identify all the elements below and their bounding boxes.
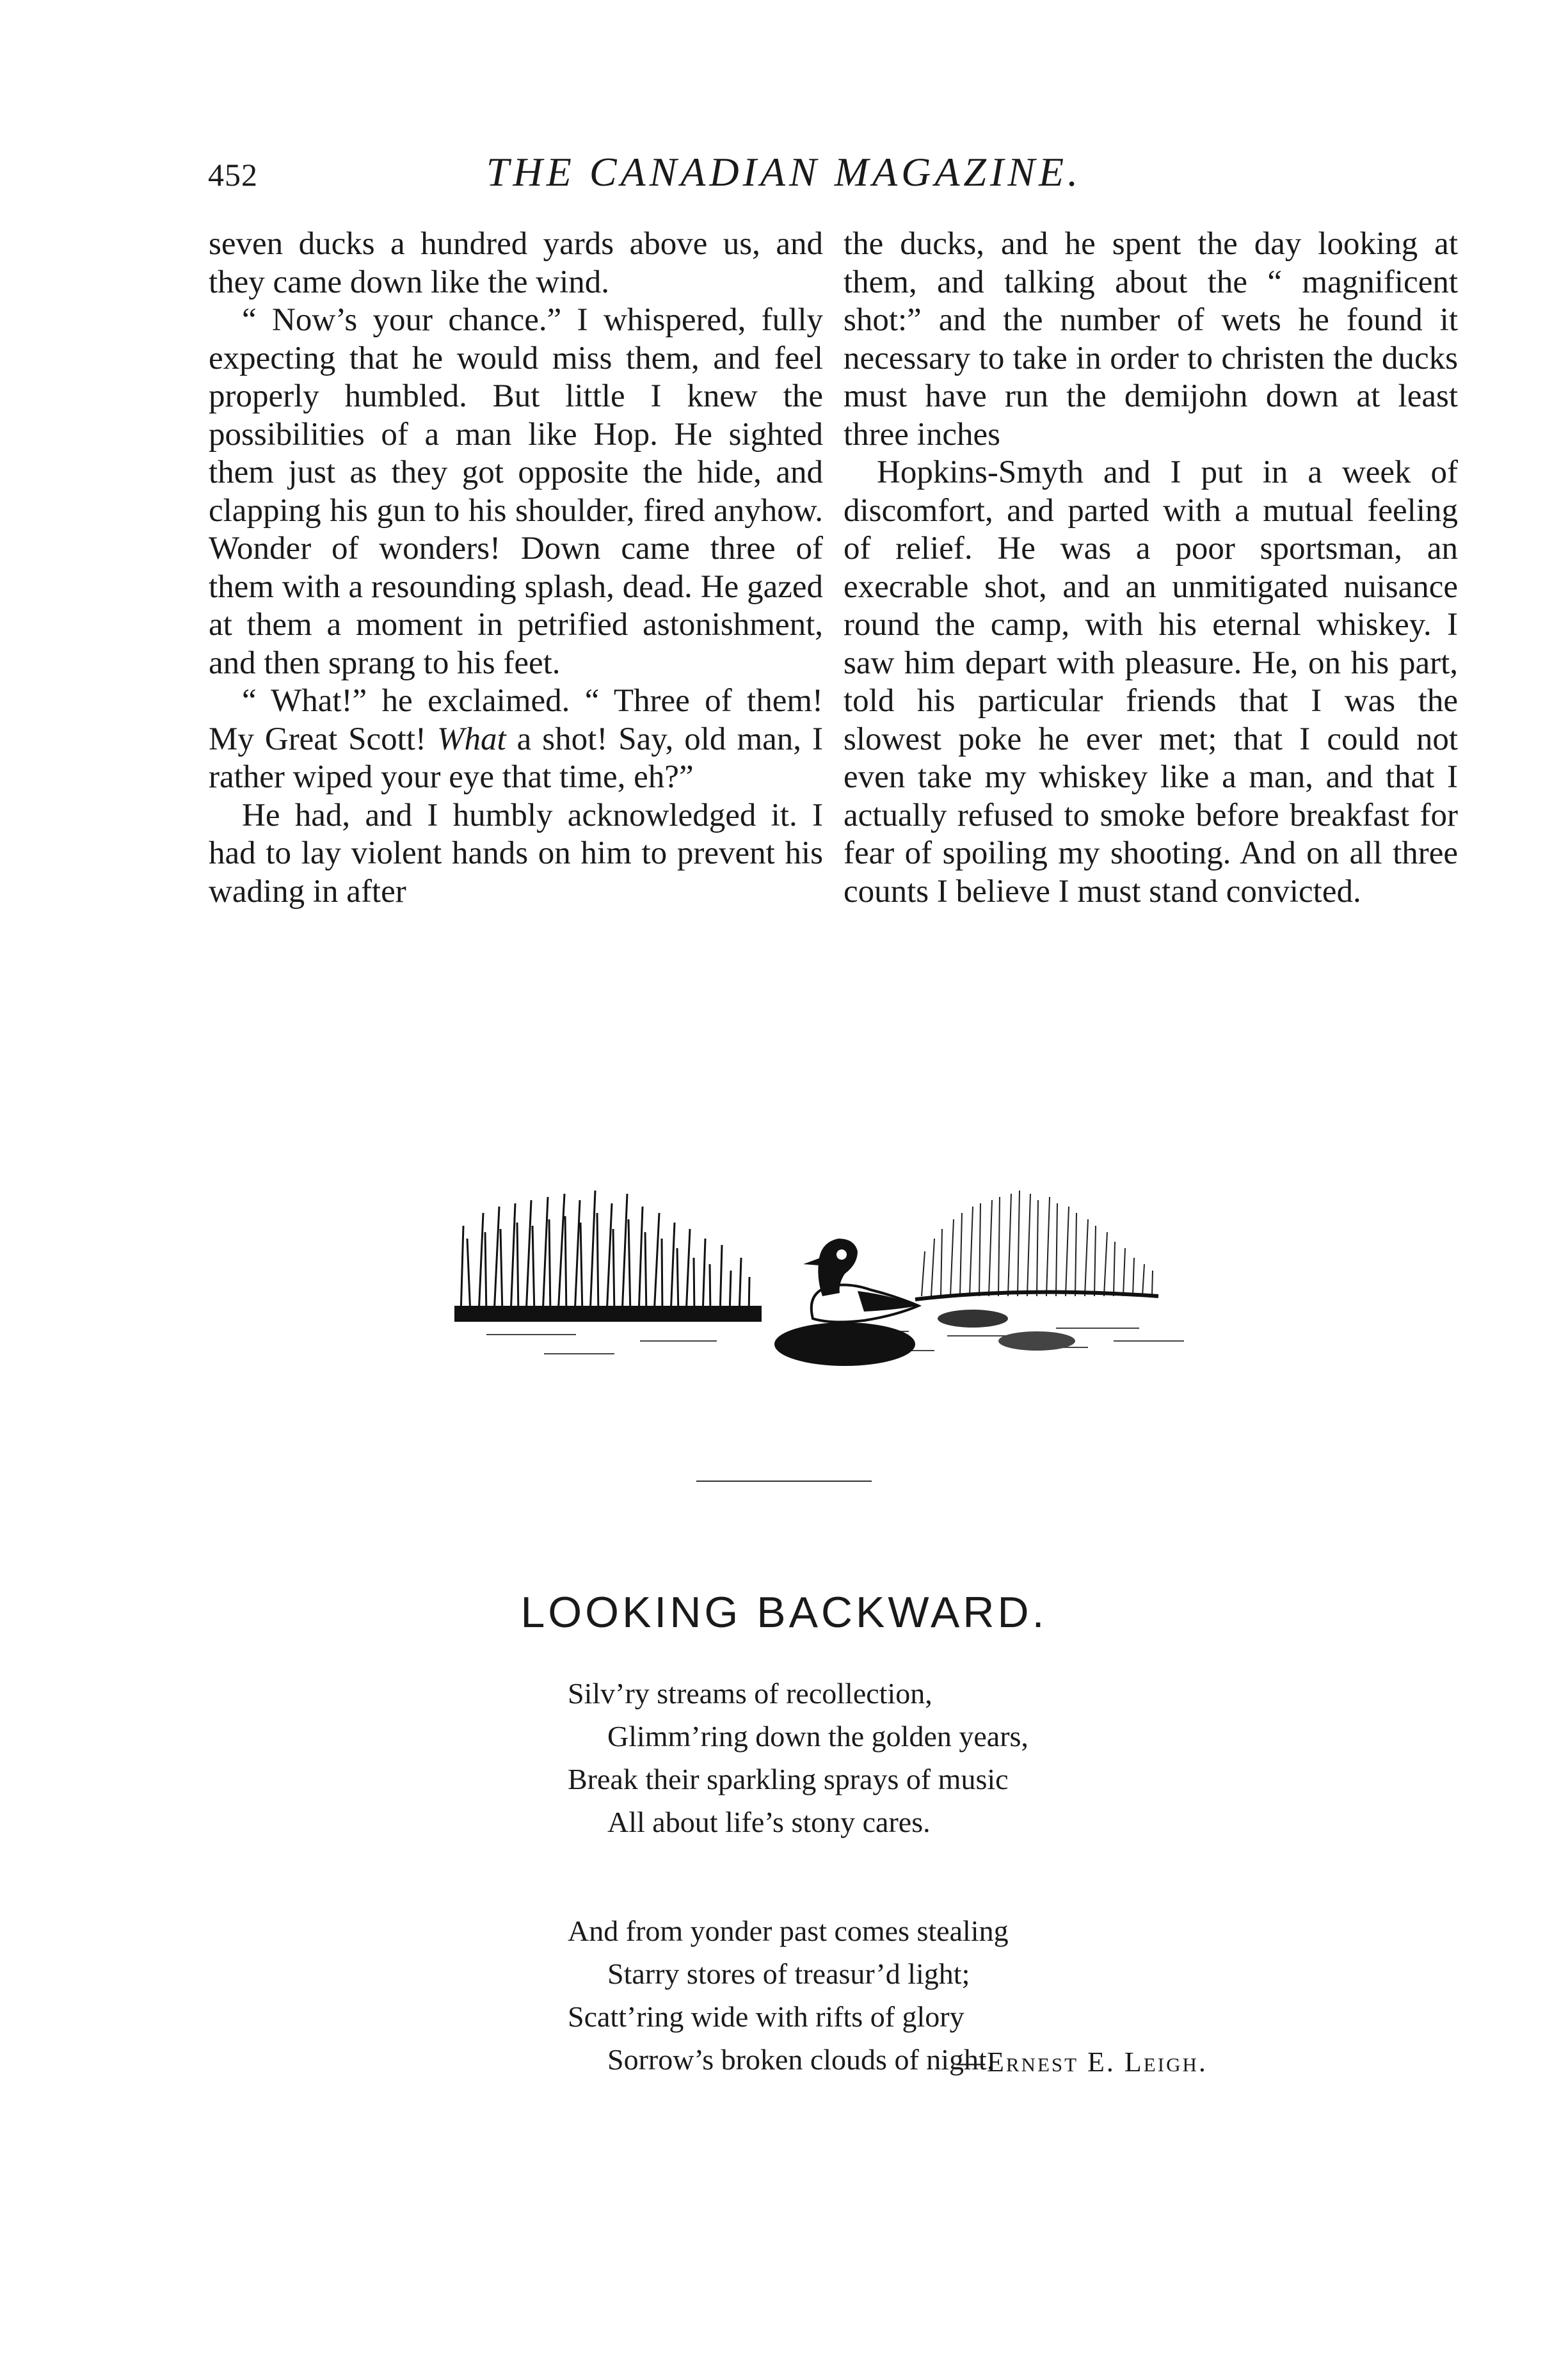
running-title: THE CANADIAN MAGAZINE. (486, 149, 1082, 195)
stanza-gap (568, 1843, 1028, 1909)
article-left-column (209, 225, 823, 911)
article-paragraph: “ Now’s your chance.” I whispered, fully expecting that he would miss them, and feel properly humbled. But little I knew the possibilities of a man like Hop. He sighted them just as they got opposite the hide, and clapping his gun to his shoulder, fired anyhow. Wonder of wonders! Down came three of them with a resounding splash, dead. He gazed at them a moment in petrified astonishment, and then sprang to his feet. (209, 302, 823, 681)
article-paragraph: seven ducks a hundred yards above us, and they came down like the wind. (209, 226, 823, 300)
poem-attribution: —Ernest E. Leigh. (957, 2046, 1208, 2078)
poem-title: LOOKING BACKWARD. (520, 1588, 1048, 1637)
article-paragraph: He had, and I humbly acknowledged it. I had to lay violent hands on him to prevent his wading in after (209, 797, 823, 910)
poem (568, 1672, 1028, 2081)
article-text: “ What!” he exclaimed. “ Three of them! My Great Scott! (209, 683, 823, 757)
duck-beak (803, 1258, 820, 1265)
poem-line: All about life’s stony cares. (607, 1806, 931, 1838)
poem-line: Break their sparkling sprays of music (568, 1763, 1009, 1795)
article-paragraph: the ducks, and he spent the day looking at them, and talking about the “ magnificent shot:” and the number of wets he found it necessary to take in order to christen the ducks must have run the demijohn down at least three inches (844, 226, 1458, 453)
page-number: 452 (208, 157, 258, 193)
small-rock (998, 1331, 1075, 1351)
article-right-column (844, 225, 1458, 911)
poem-line: Sorrow’s broken clouds of night. (607, 2043, 995, 2076)
poem-line: Glimm’ring down the golden years, (607, 1720, 1028, 1753)
small-rock (938, 1310, 1008, 1328)
article-paragraph: Hopkins-Smyth and I put in a week of discomfort, and parted with a mutual feeling of relief. He was a poor sportsman, an execrable shot, and an unmitigated nuisance round the camp, with his eternal whiskey. I saw him depart with pleasure. He, on his part, told his particular friends that I was the slowest poke he ever met; that I could not even take my whiskey like a man, and that I actually refused to smoke before breakfast for fear of spoiling my shooting. And on all three counts I believe I must stand convicted. (844, 454, 1458, 910)
article-text: shot! Say, old man, I rather wiped your eye that time, eh?” (209, 721, 823, 795)
reed-bank (454, 1306, 762, 1322)
poem-line: And from yonder past comes stealing (568, 1914, 1009, 1947)
article-paragraph (209, 682, 823, 797)
poem-line: Scatt’ring wide with rifts of glory (568, 2000, 964, 2033)
article-emphasis: What (436, 721, 506, 757)
reeds-left (461, 1191, 749, 1315)
duck (803, 1239, 918, 1322)
section-divider (696, 1481, 872, 1482)
duck-eye (836, 1249, 847, 1260)
article-text: a (516, 721, 532, 757)
duck-illustration (448, 1168, 1235, 1370)
reeds-right (922, 1191, 1153, 1296)
poem-line: Starry stores of treasur’d light; (607, 1957, 970, 1990)
poem-line: Silv’ry streams of recollection, (568, 1677, 932, 1710)
rock (774, 1322, 915, 1366)
